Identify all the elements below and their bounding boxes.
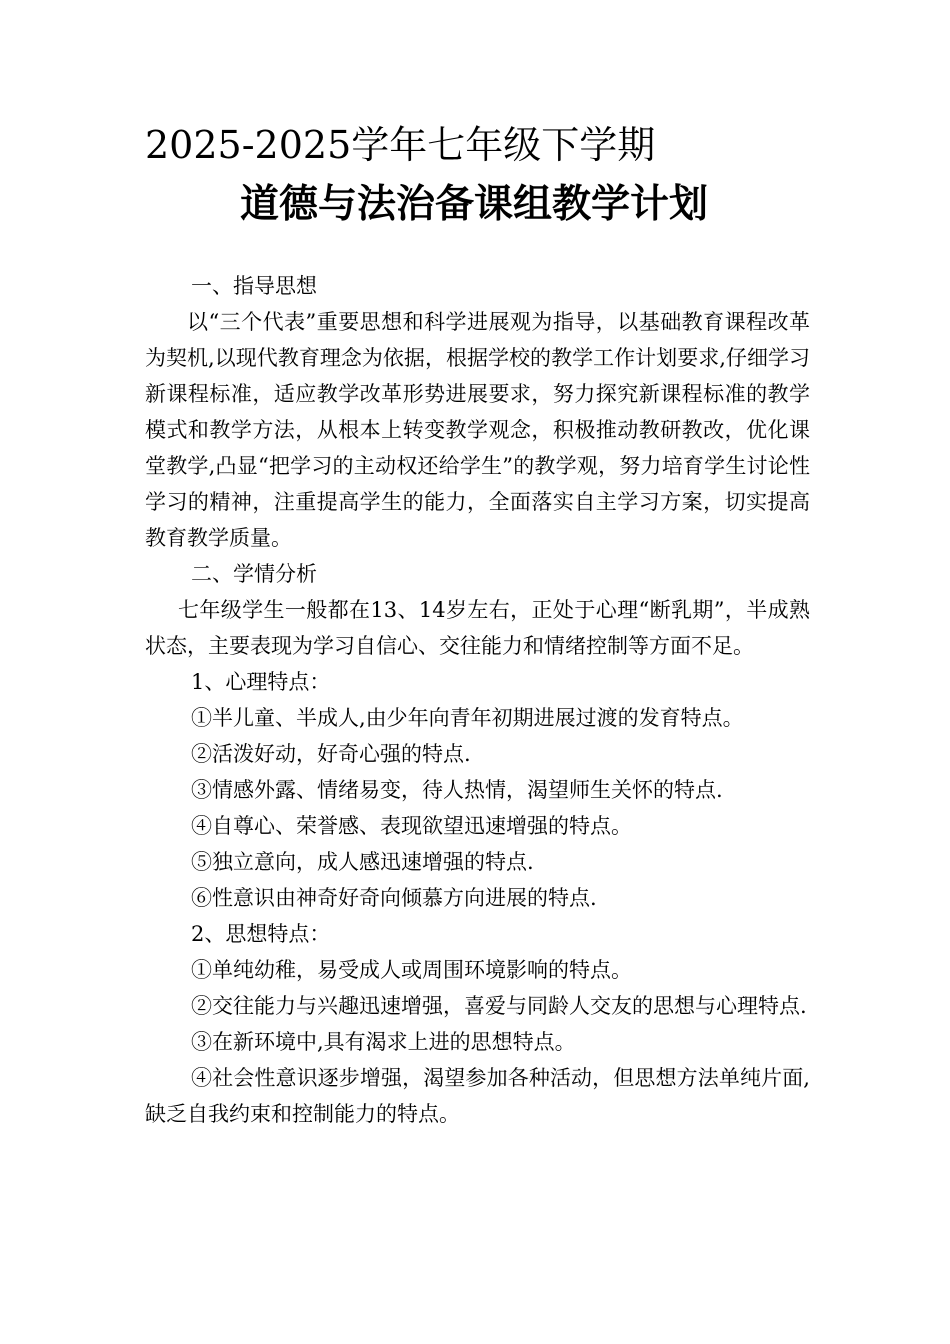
subheading-psychological-traits: 1、心理特点： [191, 670, 331, 694]
subheading-thinking-traits: 2、思想特点： [191, 922, 331, 946]
list-item-thinking-2: ②交往能力与兴趣迅速增强，喜爱与同龄人交友的思想与心理特点. [191, 994, 807, 1018]
list-item-psych-5: ⑤独立意向，成人感迅速增强的特点. [191, 850, 534, 874]
list-item-psych-6: ⑥性意识由神奇好奇向倾慕方向进展的特点. [191, 886, 597, 910]
document-title-line2: 道德与法治备课组教学计划 [240, 181, 709, 227]
document-body [145, 268, 810, 1132]
list-item-psych-1: ①半儿童、半成人,由少年向青年初期进展过渡的发育特点。 [191, 706, 744, 730]
document-title-line1: 2025-2025学年七年级下学期 [145, 123, 656, 167]
list-item-thinking-1: ①单纯幼稚，易受成人或周围环境影响的特点。 [191, 958, 632, 982]
list-item-psych-4: ④自尊心、荣誉感、表现欲望迅速增强的特点。 [191, 814, 632, 838]
list-item-thinking-3: ③在新环境中,具有渴求上进的思想特点。 [191, 1030, 576, 1054]
paragraph-guiding-ideology: 以“三个代表”重要思想和科学进展观为指导，以基础教育课程改革为契机,以现代教育理念为依据，根据学校的教学工作计划要求,仔细学习新课程标准，适应教学改革形势进展要求，努力探究新课程标准的教学模式和教学方法，从根本上转变教学观念，积极推动教研教改，优化课堂教学,凸显“把学习的主动权还给学生”的教学观，努力培育学生讨论性学习的精神，注重提高学生的能力，全面落实自主学习方案，切实提高教育教学质量。 [145, 310, 810, 550]
list-item-thinking-4: ④社会性意识逐步增强，渴望参加各种活动，但思想方法单纯片面,缺乏自我约束和控制能力的特点。 [145, 1066, 810, 1126]
list-item-psych-2: ②活泼好动，好奇心强的特点. [191, 742, 471, 766]
section-heading-guiding-ideology: 一、指导思想 [191, 274, 317, 298]
list-item-psych-3: ③情感外露、情绪易变，待人热情，渴望师生关怀的特点. [191, 778, 723, 802]
paragraph-student-analysis: 七年级学生一般都在13、14岁左右，正处于心理“断乳期”，半成熟状态，主要表现为学习自信心、交往能力和情绪控制等方面不足。 [145, 598, 810, 658]
section-heading-student-analysis: 二、学情分析 [191, 562, 317, 586]
